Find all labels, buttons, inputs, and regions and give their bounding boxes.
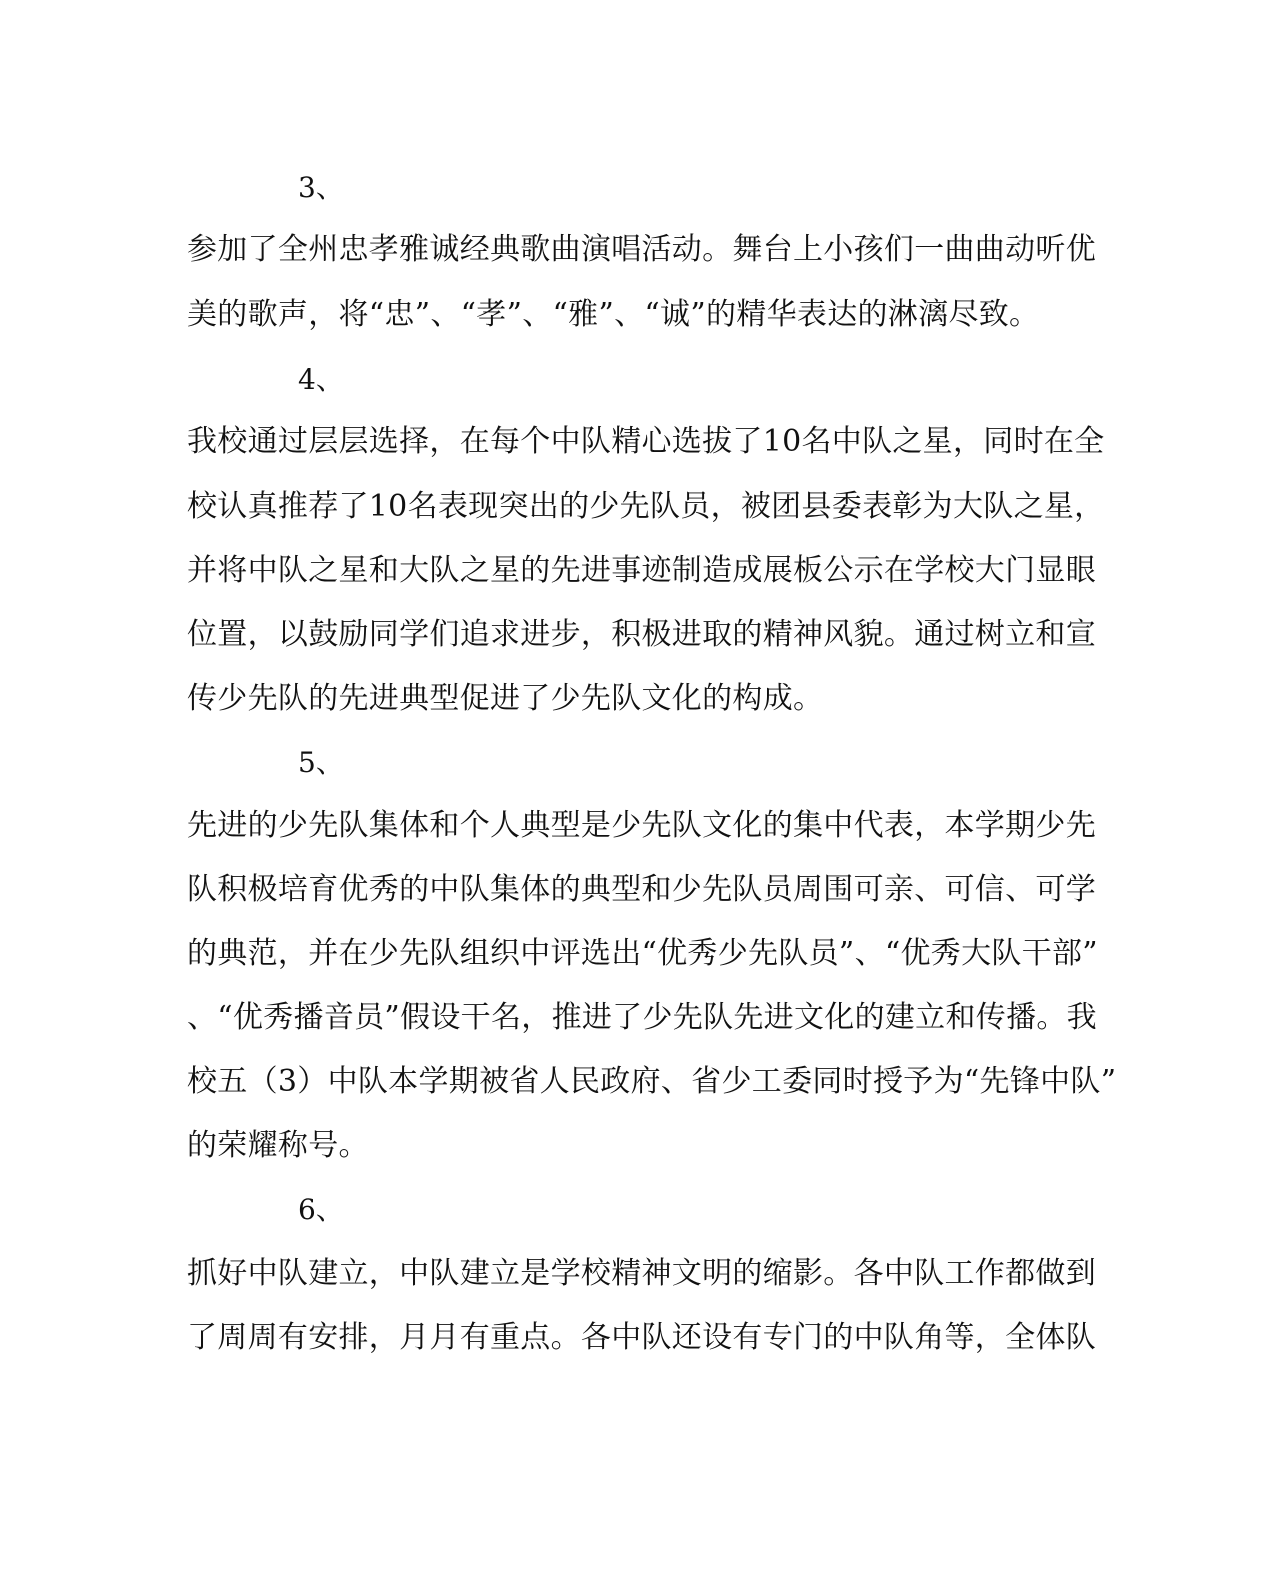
paragraph-line: 队积极培育优秀的中队集体的典型和少先队员周围可亲、可信、可学 — [187, 872, 1096, 907]
section-number: 4、 — [298, 363, 344, 396]
paragraph-line: 的典范，并在少先队组织中评选出“优秀少先队员”、“优秀大队干部” — [187, 936, 1098, 971]
paragraph-line: 先进的少先队集体和个人典型是少先队文化的集中代表，本学期少先 — [187, 808, 1096, 843]
paragraph-line: 我校通过层层选择，在每个中队精心选拔了10名中队之星，同时在全 — [187, 424, 1105, 459]
section-number: 5、 — [298, 746, 344, 779]
paragraph-line: 校认真推荐了10名表现突出的少先队员，被团县委表彰为大队之星， — [187, 489, 1105, 524]
paragraph-line: 美的歌声，将“忠”、“孝”、“雅”、“诚”的精华表达的淋漓尽致。 — [187, 297, 1040, 332]
section-number: 3、 — [298, 171, 344, 204]
paragraph-line: 抓好中队建立，中队建立是学校精神文明的缩影。各中队工作都做到 — [187, 1256, 1096, 1291]
paragraph-line: 传少先队的先进典型促进了少先队文化的构成。 — [187, 681, 824, 716]
paragraph-line: 并将中队之星和大队之星的先进事迹制造成展板公示在学校大门显眼 — [187, 553, 1096, 588]
paragraph-line: 的荣耀称号。 — [187, 1128, 369, 1163]
paragraph-line: 参加了全州忠孝雅诚经典歌曲演唱活动。舞台上小孩们一曲曲动听优 — [187, 232, 1096, 267]
paragraph-line: 、“优秀播音员”假设干名，推进了少先队先进文化的建立和传播。我 — [187, 1000, 1097, 1035]
paragraph-line: 校五（3）中队本学期被省人民政府、省少工委同时授予为“先锋中队” — [187, 1064, 1117, 1099]
section-number: 6、 — [298, 1193, 344, 1226]
paragraph-line: 了周周有安排，月月有重点。各中队还设有专门的中队角等，全体队 — [187, 1320, 1096, 1355]
paragraph-line: 位置，以鼓励同学们追求进步，积极进取的精神风貌。通过树立和宣 — [187, 617, 1096, 652]
